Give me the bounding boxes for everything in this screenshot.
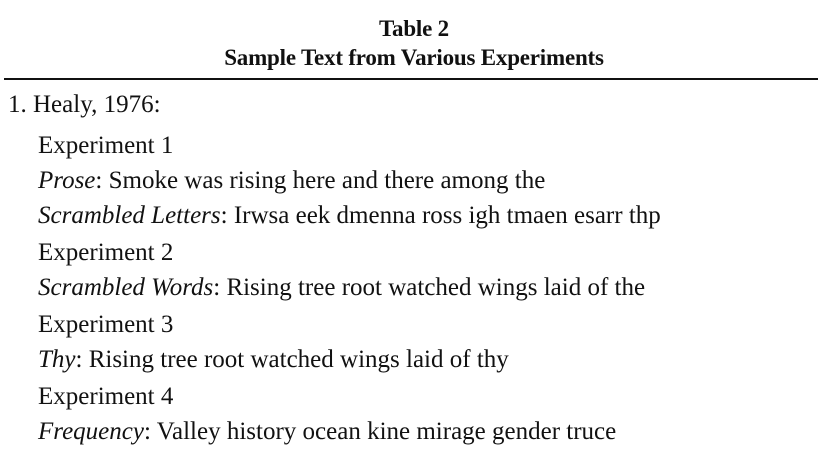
experiment-title: Experiment 2 [38,239,174,266]
table-top-rule [4,78,818,80]
condition-label: Thy [38,346,76,373]
condition-separator: : [143,418,151,445]
experiment-block [38,235,661,305]
condition-label: Scrambled Letters [38,202,221,229]
condition-sample-text: Smoke was rising here and there among the [102,167,546,194]
condition-row [38,198,661,233]
condition-sample-text: Valley history ocean kine mirage gender truce [150,418,617,445]
condition-label: Prose [38,167,96,194]
condition-sample-text: Irwsa eek dmenna ross igh tmaen esarr thp [227,202,661,229]
condition-sample-text: Rising tree root watched wings laid of the [220,274,646,301]
table-title [0,14,828,72]
experiment-title: Experiment 4 [38,383,174,410]
condition-sample-text: Rising tree root watched wings laid of thy [82,346,509,373]
experiment-list [38,128,661,451]
experiment-title: Experiment 3 [38,311,174,338]
condition-separator: : [220,202,228,229]
condition-label: Frequency [38,418,144,445]
condition-row [38,414,661,449]
condition-separator: : [213,274,221,301]
table-number: Table 2 [379,16,449,41]
condition-row [38,163,661,198]
table-caption: Sample Text from Various Experiments [224,45,604,70]
experiment-block [38,307,661,377]
experiment-block [38,128,661,233]
condition-separator: : [75,346,83,373]
condition-row [38,270,661,305]
condition-label: Scrambled Words [38,274,214,301]
experiment-block [38,379,661,449]
study-heading: 1. Healy, 1976: [8,91,161,118]
condition-separator: : [95,167,103,194]
condition-row [38,342,661,377]
experiment-title: Experiment 1 [38,132,174,159]
